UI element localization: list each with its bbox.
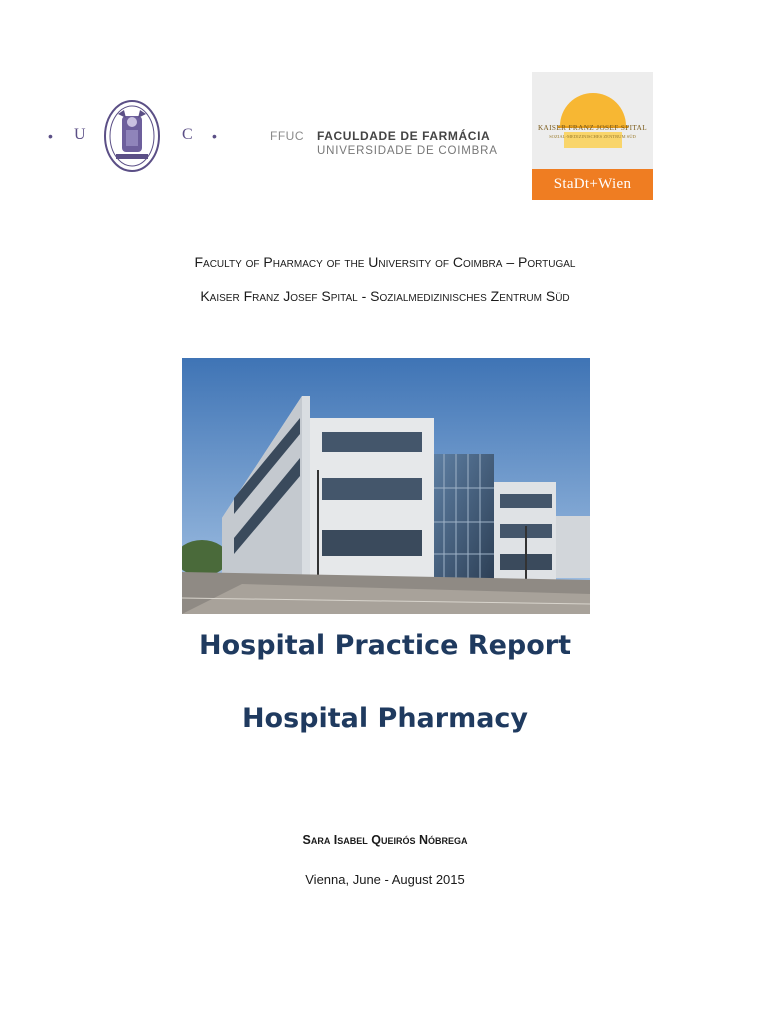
uc-dot: • [212,128,217,144]
place-date: Vienna, June - August 2015 [305,872,465,887]
stadt-wien-logo: StaDt+Wien [532,169,653,200]
uc-logo [44,98,224,174]
ffuc-university-name: UNIVERSIDADE DE COIMBRA [317,145,498,157]
uc-letter-c: C [182,126,194,143]
uc-letter-u: U [74,126,87,143]
institution-line-kfj: Kaiser Franz Josef Spital - Sozialmedizinisches Zentrum Süd [200,288,570,304]
report-subtitle: Hospital Pharmacy [241,703,529,734]
author-name: Sara Isabel Queirós Nóbrega [302,833,468,847]
kfj-subtitle: SOZIAL-MEDIZINISCHES ZENTRUM SÜD [549,134,636,139]
sun-icon [548,90,638,148]
ffuc-faculty-name: FACULDADE DE FARMÁCIA [317,129,491,143]
report-title: Hospital Practice Report [199,630,571,661]
university-coimbra-seal-icon [104,100,160,172]
kfj-title: KAISER FRANZ JOSEF SPITAL [537,124,648,132]
ffuc-abbreviation: FFUC [270,129,304,143]
building-photo [182,358,590,614]
institution-line-coimbra: Faculty of Pharmacy of the University of Coimbra – Portugal [194,254,576,270]
uc-dot: • [48,128,53,144]
kfj-spital-logo [532,72,653,200]
